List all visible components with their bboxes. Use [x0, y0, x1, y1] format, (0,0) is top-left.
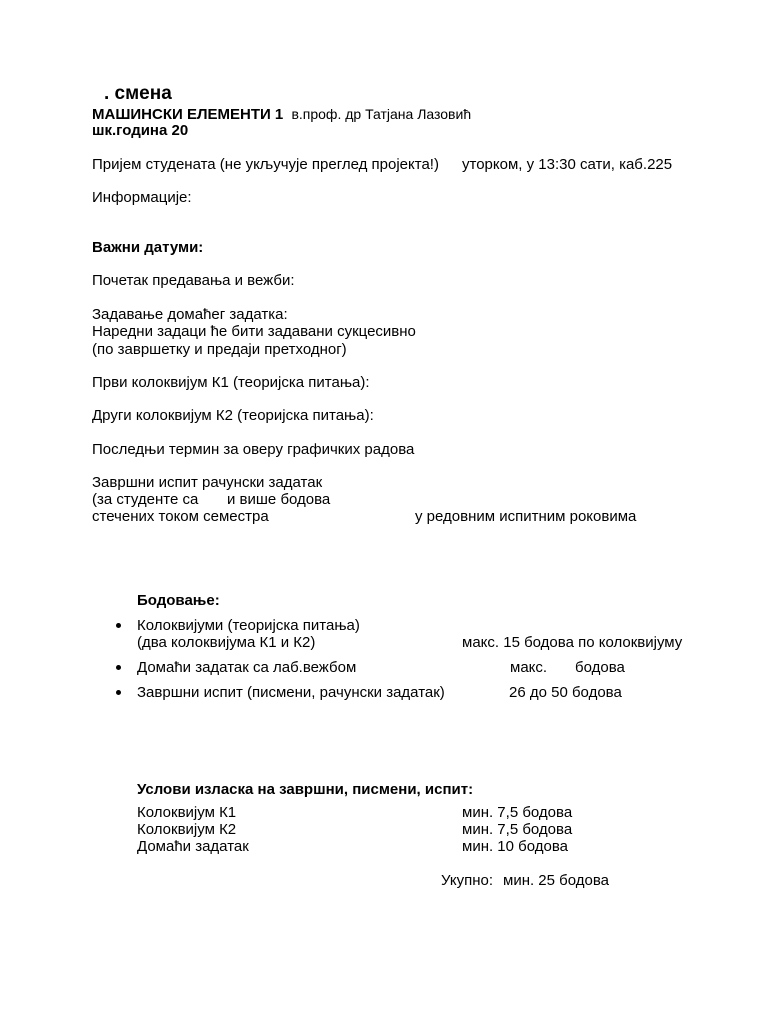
- colloquium-k1: Први колоквијум К1 (теоријска питања):: [92, 374, 370, 391]
- course-title: МАШИНСКИ ЕЛЕМЕНТИ 1: [92, 106, 284, 123]
- total-label: Укупно:: [441, 872, 494, 889]
- course-line: [92, 106, 471, 123]
- scoring-item-2-points-a: макс.: [510, 659, 548, 676]
- condition-row-2-label: Колоквијум К2: [137, 821, 237, 838]
- office-hours-time: уторком, у 13:30 сати, каб.225: [462, 156, 673, 173]
- scoring-item-3-points: 26 до 50 бодова: [509, 684, 622, 701]
- scoring-item-1-line-1: Колоквијуми (теоријска питања): [137, 617, 360, 634]
- condition-row-1-label: Колоквијум К1: [137, 804, 237, 821]
- scoring-item-2-points-b: бодова: [575, 659, 625, 676]
- info-label: Информације:: [92, 189, 192, 206]
- total-value: мин. 25 бодова: [503, 872, 610, 889]
- condition-row-2-value: мин. 7,5 бодова: [462, 821, 573, 838]
- scoring-heading: Бодовање:: [137, 592, 220, 609]
- homework-line-1: Задавање домаћег задатка:: [92, 306, 288, 323]
- important-dates-heading: Важни датуми:: [92, 239, 204, 256]
- last-term: Последњи термин за оверу графичких радова: [92, 441, 415, 458]
- final-exam-line-2b: и више бодова: [227, 491, 331, 508]
- professor-name: в.проф. др Татјана Лазовић: [291, 106, 472, 122]
- scoring-item-3-line-1: Завршни испит (писмени, рачунски задатак): [137, 684, 445, 701]
- school-year: шк.година 20: [92, 122, 189, 139]
- scoring-item-1-line-2: (два колоквијума К1 и К2): [137, 634, 316, 651]
- bullet-icon: [116, 690, 121, 695]
- bullet-icon: [116, 665, 121, 670]
- final-exam-line-3: стечених током семестра: [92, 508, 269, 525]
- homework-line-3: (по завршетку и предаји претходног): [92, 341, 347, 358]
- conditions-heading: Услови изласка на завршни, писмени, испит:: [137, 781, 474, 798]
- colloquium-k2: Други колоквијум К2 (теоријска питања):: [92, 407, 374, 424]
- condition-row-3-label: Домаћи задатак: [137, 838, 249, 855]
- scoring-item-2-line-1: Домаћи задатак са лаб.вежбом: [137, 659, 357, 676]
- final-exam-regular: у редовним испитним роковима: [415, 508, 637, 525]
- scoring-item-1-points: макс. 15 бодова по колоквијуму: [462, 634, 683, 651]
- homework-line-2: Наредни задаци ће бити задавани сукцесивно: [92, 323, 416, 340]
- condition-row-1-value: мин. 7,5 бодова: [462, 804, 573, 821]
- shift-title: . смена: [104, 83, 172, 104]
- lectures-start: Почетак предавања и вежби:: [92, 272, 295, 289]
- final-exam-line-1: Завршни испит рачунски задатак: [92, 474, 323, 491]
- bullet-icon: [116, 623, 121, 628]
- office-hours-text: Пријем студената (не укључује преглед пројекта!): [92, 156, 439, 173]
- condition-row-3-value: мин. 10 бодова: [462, 838, 569, 855]
- final-exam-line-2a: (за студенте са: [92, 491, 199, 508]
